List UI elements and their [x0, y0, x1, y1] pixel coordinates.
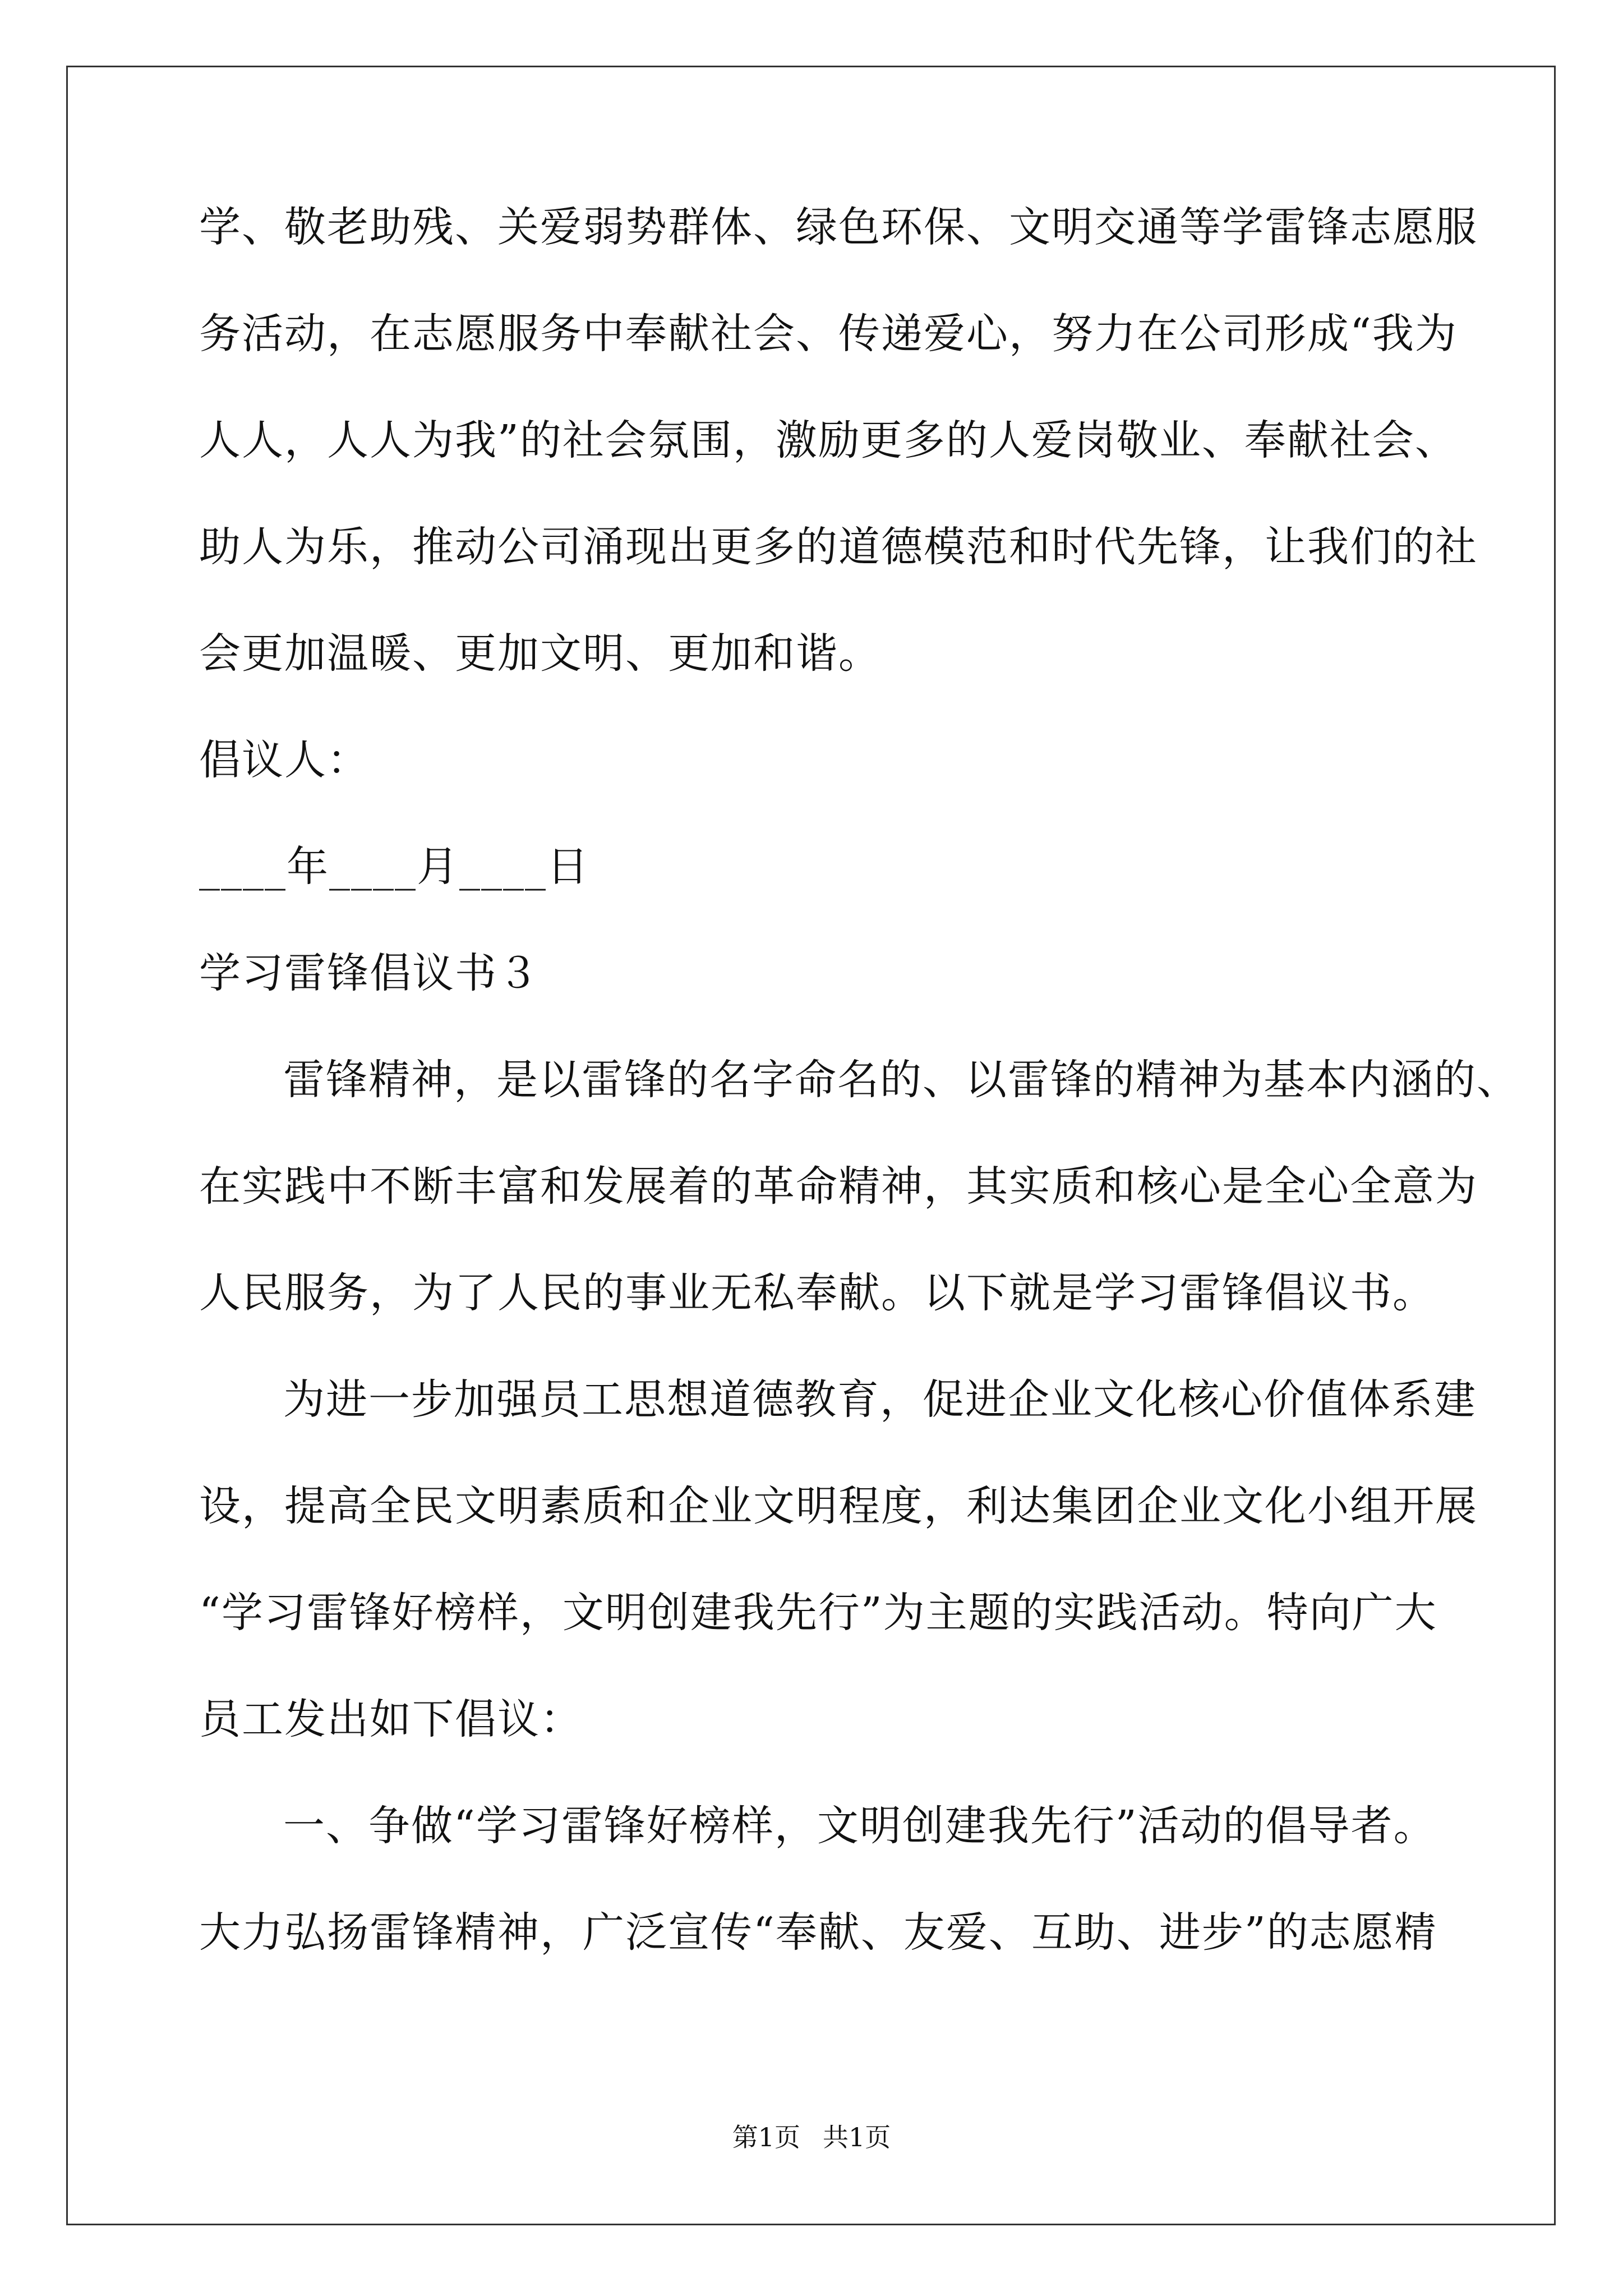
paragraph-line: 会更加温暖、更加文明、更加和谐。	[199, 629, 881, 678]
paragraph-line: 助人为乐，推动公司涌现出更多的道德模范和时代先锋，让我们的社	[199, 523, 1478, 571]
page-border	[66, 66, 1556, 2225]
date-line: ____年____月____日	[199, 843, 589, 891]
paragraph-line: 一、争做“学习雷锋好榜样，文明创建我先行”活动的倡导者。	[283, 1802, 1436, 1850]
paragraph-line: 大力弘扬雷锋精神，广泛宣传“奉献、友爱、互助、进步”的志愿精	[199, 1908, 1437, 1957]
section-title: 学习雷锋倡议书３	[199, 949, 540, 997]
paragraph-line: 务活动，在志愿服务中奉献社会、传递爱心，努力在公司形成“我为	[199, 310, 1458, 358]
paragraph-line: 人民服务，为了人民的事业无私奉献。以下就是学习雷锋倡议书。	[199, 1269, 1435, 1317]
page-total: 共1页	[823, 2122, 891, 2152]
page-number: 第1页	[732, 2122, 800, 2152]
page-footer	[0, 2120, 1623, 2154]
paragraph-line: 设，提高全民文明素质和企业文明程度，利达集团企业文化小组开展	[199, 1482, 1478, 1530]
paragraph-line: 人人，人人为我”的社会氛围，激励更多的人爱岗敬业、奉献社会、	[199, 416, 1458, 464]
paragraph-line: 员工发出如下倡议：	[199, 1695, 583, 1743]
paragraph-line: 为进一步加强员工思想道德教育，促进企业文化核心价值体系建	[283, 1375, 1477, 1424]
paragraph-line: 雷锋精神，是以雷锋的名字命名的、以雷锋的精神为基本内涵的、	[283, 1056, 1519, 1104]
signature-label: 倡议人：	[199, 736, 370, 784]
paragraph-line: 学、敬老助残、关爱弱势群体、绿色环保、文明交通等学雷锋志愿服	[199, 203, 1478, 251]
paragraph-line: “学习雷锋好榜样，文明创建我先行”为主题的实践活动。特向广大	[199, 1589, 1437, 1637]
paragraph-line: 在实践中不断丰富和发展着的革命精神，其实质和核心是全心全意为	[199, 1162, 1478, 1211]
